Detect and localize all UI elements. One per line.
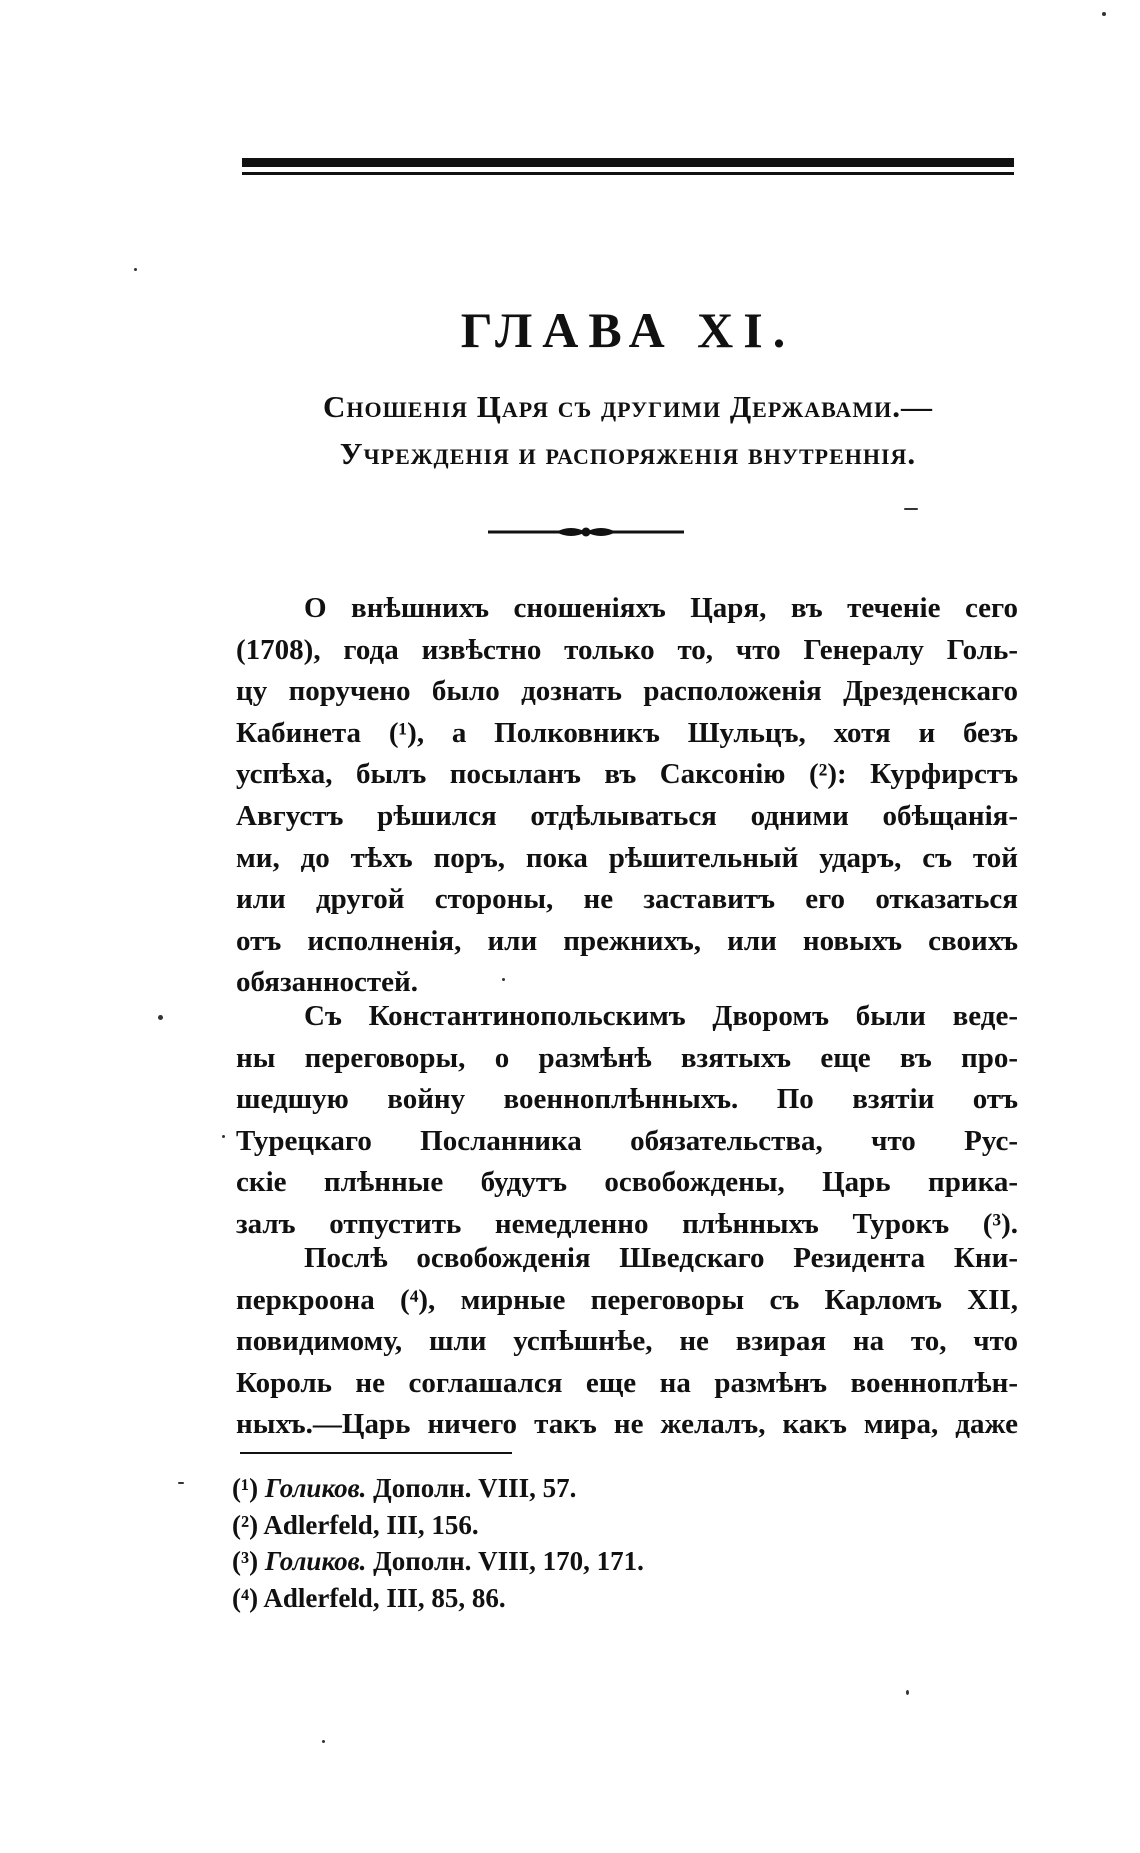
text-line: Кабинета (¹), а Полковникъ Шульцъ, хотя и безъ: [236, 716, 1018, 749]
footnote-4: [232, 1580, 832, 1617]
text-line: Турецкаго Посланника обязательства, что Рус-: [236, 1124, 1018, 1157]
footnote-1: [232, 1470, 832, 1507]
text-line: О внѣшнихъ сношеніяхъ Царя, въ теченіе сего: [304, 592, 1018, 624]
paragraph-3: [236, 1238, 1018, 1446]
footnote-mark: (³): [232, 1546, 259, 1576]
top-thin-rule: [242, 172, 1014, 175]
scan-speck: [904, 508, 918, 510]
text-line: успѣха, былъ посыланъ въ Саксонію (²): Курфирстъ: [236, 758, 1018, 791]
chapter-subtitle-line-2: Учрежденія и распоряженія внутреннія.: [339, 436, 917, 471]
text-line: (1708), года извѣстно только то, что Генералу Голь-: [236, 633, 1018, 666]
scan-speck: [322, 1740, 325, 1743]
text-line: повидимому, шли успѣшнѣе, не взирая на то, что: [236, 1325, 1018, 1358]
footnote-2: [232, 1507, 832, 1544]
chapter-subtitle-line-1: Сношенія Царя съ другими Державами.—: [323, 389, 933, 424]
scan-speck: [222, 1135, 225, 1138]
ornament-divider-icon: [486, 520, 686, 544]
footnote-mark: (¹): [232, 1473, 259, 1503]
footnote-mark: (²): [232, 1509, 259, 1540]
text-line: Съ Константинопольскимъ Дворомъ были веде-: [304, 1000, 1018, 1032]
text-line: скіе плѣнные будутъ освобождены, Царь прика-: [236, 1166, 1018, 1199]
footnote-reference: Adlerfeld, III, 156.: [263, 1509, 479, 1540]
footnote-reference: Adlerfeld, III, 85, 86.: [263, 1582, 506, 1613]
footnote-author: Голиков.: [264, 1546, 367, 1576]
footnote-mark: (⁴): [232, 1582, 259, 1613]
paragraph-1: [236, 588, 1018, 1004]
footnote-divider: [240, 1452, 512, 1454]
text-line: ми, до тѣхъ поръ, пока рѣшительный ударъ, съ той: [236, 841, 1018, 874]
footnote-reference: Дополн. VIII, 57.: [373, 1473, 577, 1503]
footnote-author: Голиков.: [264, 1473, 367, 1503]
text-line: цу поручено было дознать расположенія Дрезденскаго: [236, 675, 1018, 708]
text-line: шедшую войну военноплѣнныхъ. По взятіи отъ: [236, 1083, 1018, 1116]
text-line: или другой стороны, не заставитъ его отказаться: [236, 883, 1018, 916]
text-line: обязанностей.: [236, 966, 418, 999]
footnote-reference: Дополн. VIII, 170, 171.: [373, 1546, 644, 1576]
scan-speck: [906, 1690, 909, 1695]
top-thick-rule: [242, 158, 1014, 167]
scan-speck: [134, 268, 137, 271]
text-line: ныхъ.—Царь ничего такъ не желалъ, какъ мира, даже: [236, 1408, 1018, 1441]
paragraph-2: [236, 996, 1018, 1246]
scan-speck: [502, 978, 505, 981]
text-line: Король не соглашался еще на размѣнъ военноплѣн-: [236, 1366, 1018, 1399]
text-line: перкроона (⁴), мирные переговоры съ Карломъ XII,: [236, 1283, 1018, 1316]
text-line: Послѣ освобожденія Шведскаго Резидента Кни-: [304, 1242, 1018, 1274]
footnotes: [232, 1470, 832, 1616]
text-line: Августъ рѣшился отдѣлываться одними обѣщанія-: [236, 799, 1018, 832]
text-line: залъ отпустить немедленно плѣнныхъ Турокъ (³).: [236, 1207, 1018, 1240]
scan-speck: [1102, 12, 1106, 16]
footnote-3: [232, 1543, 832, 1580]
text-line: ны переговоры, о размѣнѣ взятыхъ еще въ про-: [236, 1041, 1018, 1074]
chapter-title: ГЛАВА XI.: [460, 302, 796, 358]
scan-speck: [178, 1482, 184, 1484]
scan-speck: [158, 1015, 163, 1020]
text-line: отъ исполненія, или прежнихъ, или новыхъ своихъ: [236, 924, 1018, 957]
